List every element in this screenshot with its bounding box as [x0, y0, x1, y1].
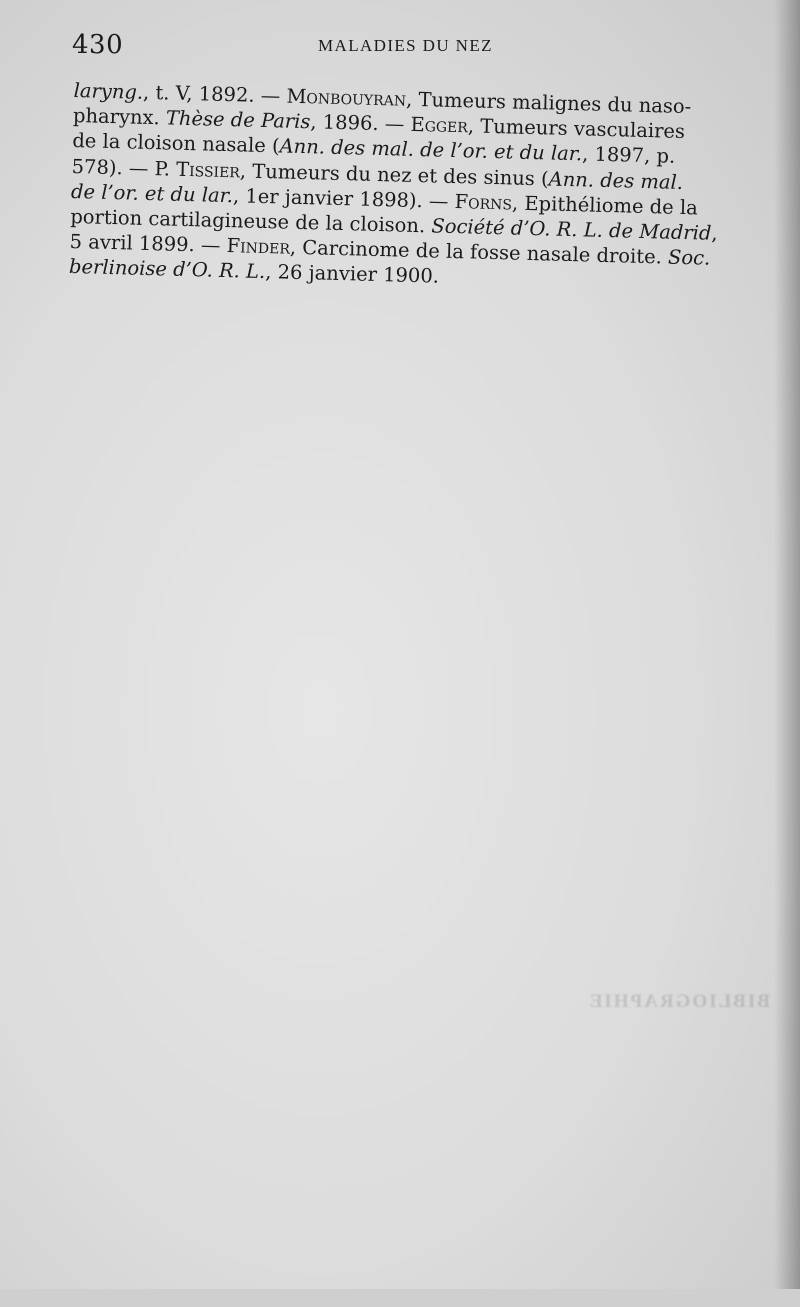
running-head: MALADIES DU NEZ	[318, 36, 493, 55]
show-through-heading: BIBLIOGRAPHIE	[587, 990, 770, 1012]
page-header	[0, 28, 800, 68]
show-through-line	[70, 385, 770, 412]
show-through-line	[70, 1121, 770, 1148]
show-through-line	[70, 305, 770, 332]
show-through-line	[70, 517, 770, 544]
bibliography-segment: de la cloison nasale (	[72, 129, 280, 158]
bibliography-segment: ,	[711, 221, 718, 245]
show-through-line	[70, 1095, 770, 1122]
show-through-line	[70, 782, 770, 809]
show-through-line	[70, 491, 770, 518]
show-through-text	[70, 305, 770, 1307]
bibliography-segment: 578). — P.	[71, 154, 177, 181]
show-through-line	[70, 332, 770, 359]
bibliography-segment: , Carcinome de la fosse nasale droite.	[289, 235, 669, 269]
show-through-line	[70, 1068, 770, 1095]
bibliography-segment: , Tumeurs du nez et des sinus (	[239, 158, 549, 191]
show-through-line	[70, 1280, 770, 1307]
show-through-line	[70, 809, 770, 836]
show-through-line	[70, 1254, 770, 1281]
show-through-line	[70, 650, 770, 677]
show-through-line	[70, 623, 770, 650]
bibliography-segment: Egger	[410, 113, 469, 138]
show-through-line	[70, 597, 770, 624]
show-through-line	[70, 862, 770, 889]
bibliography-segment: , t. V, 1892. —	[142, 80, 287, 108]
bibliography-segment: berlinoise d’O. R. L.	[68, 255, 266, 284]
show-through-line	[70, 888, 770, 915]
bibliography-segment: Tissier	[175, 157, 241, 182]
show-through-line	[70, 1227, 770, 1254]
bibliography-segment: , Epithéliome de la	[511, 191, 699, 220]
bibliography-segment: , 1er janvier 1898). —	[232, 183, 455, 213]
bibliography-segment: Finder	[226, 234, 291, 259]
bibliography-segment: laryng.	[73, 78, 144, 104]
show-through-line	[70, 703, 770, 730]
bibliography-segment: Ann. des mal.	[548, 167, 684, 194]
show-through-line	[70, 1148, 770, 1175]
bibliography-segment: portion cartilagineuse de la cloison.	[70, 204, 432, 238]
bibliography-segment: , 26 janvier 1900.	[264, 260, 440, 288]
show-through-line	[70, 756, 770, 783]
show-through-line	[70, 835, 770, 862]
show-through-line	[70, 570, 770, 597]
show-through-line	[70, 411, 770, 438]
show-through-line	[70, 676, 770, 703]
show-through-line	[70, 1174, 770, 1201]
bibliography-segment: Monbouyran	[286, 84, 407, 111]
show-through-line	[70, 1201, 770, 1228]
bibliography-segment: Ann. des mal. de l’or. et du lar.	[279, 134, 583, 166]
bibliography-segment: Forns	[454, 189, 513, 215]
show-through-line	[70, 544, 770, 571]
show-through-line	[70, 1015, 770, 1042]
bibliography-segment: 5 avril 1899. —	[69, 230, 227, 258]
bibliography-segment: , 1897, p.	[581, 142, 676, 169]
bibliography-segment: pharynx.	[72, 104, 167, 130]
bibliography-segment: Société d’O. R. L. de Madrid	[431, 214, 712, 245]
page-number: 430	[72, 30, 124, 60]
bibliography-segment: , 1896. —	[310, 110, 411, 137]
bibliography-segment: Thèse de Paris	[165, 106, 311, 134]
bibliography-segment: , Tumeurs vasculaires	[467, 114, 686, 144]
show-through-line	[70, 358, 770, 385]
show-through-line	[70, 438, 770, 465]
show-through-line	[70, 464, 770, 491]
bibliography-text	[69, 78, 764, 297]
bibliography-segment: , Tumeurs malignes du naso-	[405, 87, 692, 119]
bibliography-segment: Soc.	[667, 245, 711, 270]
bibliography-segment: de l’or. et du lar.	[70, 179, 234, 207]
show-through-line	[70, 1042, 770, 1069]
show-through-line	[70, 729, 770, 756]
